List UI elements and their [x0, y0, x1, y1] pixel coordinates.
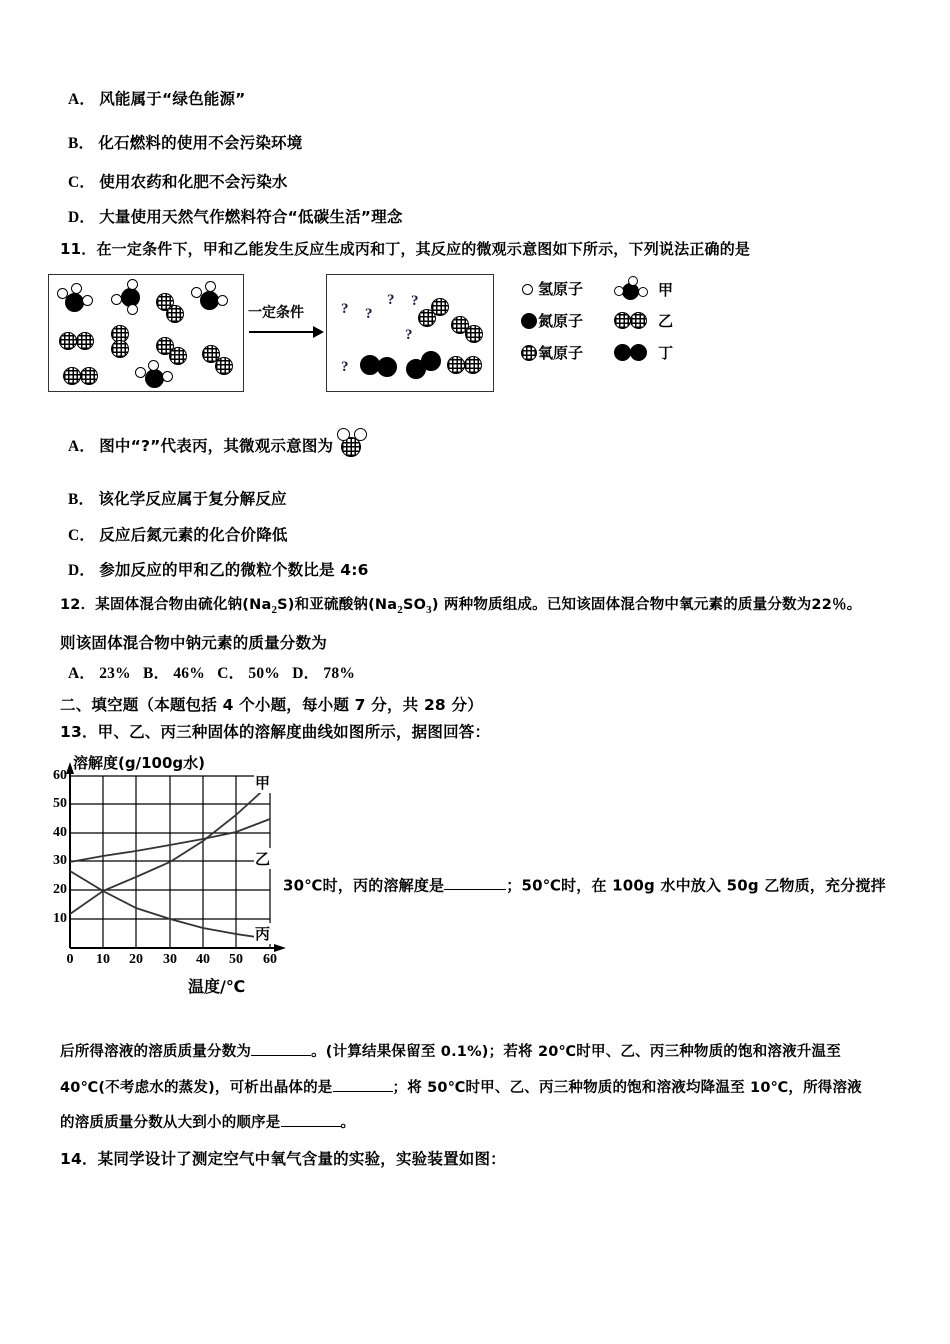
hydrogen-atom	[162, 371, 173, 382]
q12-stem-line2-text: 则该固体混合物中钠元素的质量分数为	[60, 634, 327, 652]
chart-xtick-0: 0	[66, 952, 74, 967]
nitrogen-atom	[614, 344, 631, 361]
q13-para-line1b: 。(计算结果保留至 0.1%)；若将 20℃时甲、乙、丙三种物质的饱和溶液升温至	[311, 1043, 841, 1060]
nitrogen-atom	[145, 369, 164, 388]
q13-para-line1a: 后所得溶液的溶质质量分数为	[60, 1043, 252, 1060]
q13-para-line3a: 的溶质质量分数从大到小的顺序是	[60, 1114, 281, 1131]
q12-sub-1: 2	[271, 603, 278, 616]
q11-option-a	[68, 437, 333, 457]
chart-ytick-10: 10	[53, 911, 67, 926]
nitrogen-atom	[377, 357, 397, 377]
q13-number: 13．	[60, 723, 98, 741]
q11-stem	[60, 240, 750, 259]
oxygen-atom	[169, 347, 187, 365]
q10-option-b-letter: B	[68, 135, 79, 152]
unknown-particle-qmark: ?	[387, 292, 395, 308]
reaction-arrow-group	[246, 302, 328, 352]
nitrogen-atom	[630, 344, 647, 361]
q13-para-line1	[60, 1041, 841, 1061]
chart-xtick-10: 10	[96, 952, 110, 967]
q10-option-c-letter: C	[68, 174, 80, 191]
unknown-particle-qmark: ?	[411, 293, 419, 309]
q12-options-row	[68, 664, 355, 684]
chart-plot-area	[53, 768, 277, 967]
unknown-particle-qmark: ?	[405, 327, 413, 343]
oxygen-atom	[447, 356, 465, 374]
q13-para-line3	[60, 1112, 355, 1132]
oxygen-atom	[614, 312, 631, 329]
oxygen-atom	[215, 357, 233, 375]
hydrogen-atom	[205, 281, 216, 292]
chart-xtick-40: 40	[196, 952, 210, 967]
q12-option-c-sep: ．	[228, 664, 245, 682]
hydrogen-atom	[614, 286, 624, 296]
hydrogen-atom	[127, 279, 138, 290]
q10-option-a-text: 风能属于“绿色能源”	[99, 90, 246, 108]
chart-ytick-40: 40	[53, 825, 67, 840]
q11-option-c-sep: ．	[79, 526, 96, 544]
q13-side-text-b: ；50℃时，在 100g 水中放入 50g 乙物质，充分搅拌	[506, 876, 886, 895]
q11-stem-text: 在一定条件下，甲和乙能发生反应生成丙和丁，其反应的微观示意图如下所示，下列说法正确的是	[96, 240, 751, 258]
q10-option-a-letter: A	[68, 91, 80, 108]
unknown-particle-qmark: ?	[341, 359, 349, 375]
chart-svg	[56, 766, 286, 962]
chart-x-axis-label: 温度/℃	[188, 977, 246, 996]
hydrogen-atom	[191, 287, 202, 298]
reactants-box	[48, 274, 244, 392]
oxygen-atom	[464, 356, 482, 374]
hydrogen-atom	[135, 367, 146, 378]
q14-stem	[60, 1150, 506, 1170]
section-2-heading	[60, 696, 483, 716]
hydrogen-atom	[127, 304, 138, 315]
q12-option-d-sep: ．	[303, 664, 320, 682]
q11-option-c-letter: C	[68, 527, 80, 544]
section-2-heading-text: 二、填空题（本题包括 4 个小题，每小题 7 分，共 28 分）	[60, 696, 483, 714]
chart-xtick-50: 50	[229, 952, 243, 967]
oxygen-atom	[76, 332, 94, 350]
legend-label-ding: 丁	[658, 344, 674, 362]
q12-option-d-text: 78%	[323, 665, 356, 682]
reaction-condition-label: 一定条件	[248, 305, 304, 321]
chart-ytick-30: 30	[53, 853, 67, 868]
oxygen-atom	[59, 332, 77, 350]
q12-option-c-text: 50%	[248, 665, 280, 682]
answer-blank-1[interactable]	[444, 875, 506, 890]
arrow-head	[313, 326, 324, 338]
q13-stem	[60, 723, 490, 743]
q12-option-a-sep: ．	[79, 664, 96, 682]
q10-option-c	[68, 173, 288, 193]
unknown-particle-qmark: ?	[365, 306, 373, 322]
curve-label-yi: 乙	[255, 850, 271, 868]
hydrogen-atom	[628, 276, 638, 286]
solubility-curve-chart	[48, 752, 313, 1002]
oxygen-atom	[111, 340, 129, 358]
water-molecule-icon	[333, 428, 371, 458]
oxygen-atom	[418, 309, 436, 327]
chart-ytick-60: 60	[53, 768, 67, 783]
answer-blank-2[interactable]	[251, 1041, 311, 1056]
hydrogen-atom	[82, 295, 93, 306]
q12-number: 12．	[60, 597, 96, 613]
legend-label-oxygen: 氧原子	[538, 344, 584, 362]
q10-option-d-sep: ．	[79, 208, 96, 226]
q10-option-d-text: 大量使用天然气作燃料符合“低碳生活”理念	[99, 208, 403, 226]
hydrogen-atom	[71, 283, 82, 294]
q11-option-b-text: 该化学反应属于复分解反应	[98, 490, 287, 508]
unknown-particle-qmark: ?	[341, 301, 349, 317]
q12-sub-2: 2	[397, 603, 403, 616]
chart-xtick-30: 30	[163, 952, 177, 967]
q10-option-b-sep: ．	[78, 134, 95, 152]
q11-option-a-text: 图中“?”代表丙，其微观示意图为	[99, 437, 334, 455]
q11-number: 11．	[60, 240, 97, 258]
q10-option-b-text: 化石燃料的使用不会污染环境	[98, 134, 303, 152]
oxygen-atom	[63, 367, 81, 385]
hydrogen-atom	[638, 287, 648, 297]
q14-number: 14．	[60, 1150, 98, 1168]
q12-stem-line1	[60, 597, 861, 617]
answer-blank-3[interactable]	[333, 1077, 393, 1092]
hydrogen-atom	[57, 288, 68, 299]
q13-para-line2b: ；将 50℃时甲、乙、丙三种物质的饱和溶液均降温至 10℃，所得溶液	[392, 1079, 862, 1096]
products-box	[326, 274, 494, 392]
q12-text-c: SO	[402, 597, 427, 613]
oxygen-atom	[80, 367, 98, 385]
oxygen-atom	[166, 305, 184, 323]
legend-label-nitrogen: 氮原子	[538, 312, 584, 330]
q10-option-b	[68, 134, 302, 154]
q12-option-d-letter: D	[292, 665, 304, 682]
q14-stem-text: 某同学设计了测定空气中氧气含量的实验，实验装置如图：	[97, 1150, 506, 1168]
reaction-legend	[522, 278, 702, 390]
oxygen-atom	[465, 325, 483, 343]
q12-option-a-text: 23%	[99, 665, 131, 682]
q13-para-line3b: 。	[340, 1114, 356, 1131]
q11-option-d-letter: D	[68, 562, 80, 579]
answer-blank-4[interactable]	[281, 1112, 341, 1127]
hydrogen-atom	[111, 294, 122, 305]
q11-option-d-text: 参加反应的甲和乙的微粒个数比是 4:6	[99, 561, 369, 579]
q10-option-d	[68, 208, 403, 228]
chart-ytick-20: 20	[53, 882, 67, 897]
q13-para-line2a: 40℃(不考虑水的蒸发)，可析出晶体的是	[60, 1079, 333, 1096]
q12-text-a: 某固体混合物由硫化钠(Na	[95, 597, 272, 613]
hydrogen-atom-icon	[522, 284, 533, 295]
q10-option-c-text: 使用农药和化肥不会污染水	[99, 173, 288, 191]
q11-option-d-sep: ．	[79, 561, 96, 579]
q12-text-d: ) 两种物质组成。已知该固体混合物中氧元素的质量分数为22％。	[431, 597, 862, 613]
curve-label-bing: 丙	[255, 925, 271, 943]
oxygen-atom	[630, 312, 647, 329]
q12-option-b-sep: ．	[153, 664, 170, 682]
q10-option-d-letter: D	[68, 209, 80, 226]
q12-option-c-letter: C	[217, 665, 229, 682]
curve-label-jia: 甲	[255, 774, 271, 792]
hydrogen-atom	[148, 360, 159, 371]
q10-option-a-sep: ．	[79, 90, 96, 108]
q10-option-c-sep: ．	[79, 173, 96, 191]
nitrogen-atom	[421, 351, 441, 371]
q11-option-d	[68, 561, 369, 581]
nitrogen-atom-icon	[521, 313, 537, 329]
q11-option-a-sep: ．	[79, 437, 96, 455]
q11-option-b	[68, 490, 287, 510]
legend-label-yi: 乙	[658, 312, 674, 330]
q11-option-b-sep: ．	[78, 490, 95, 508]
chart-y-axis-label: 溶解度(g/100g水)	[73, 754, 205, 772]
legend-label-jia: 甲	[658, 281, 674, 299]
q11-option-a-letter: A	[68, 438, 80, 455]
chart-xtick-20: 20	[129, 952, 143, 967]
q13-side-text	[283, 875, 886, 895]
chart-xtick-60: 60	[263, 952, 277, 967]
hydrogen-atom	[354, 428, 367, 441]
q12-sub-3: 3	[426, 603, 432, 616]
q10-option-a	[68, 90, 246, 110]
nitrogen-atom	[65, 293, 84, 312]
hydrogen-atom	[217, 295, 228, 306]
q13-side-text-a: 30℃时，丙的溶解度是	[283, 876, 445, 895]
q12-option-b-letter: B	[143, 665, 154, 682]
chart-x-axis-arrowhead	[274, 944, 286, 952]
q11-option-b-letter: B	[68, 491, 79, 508]
q12-option-b-text: 46%	[173, 665, 205, 682]
q12-text-b: S)和亚硫酸钠(Na	[277, 597, 398, 613]
chart-ytick-50: 50	[53, 796, 67, 811]
q13-stem-text: 甲、乙、丙三种固体的溶解度曲线如图所示，据图回答：	[97, 723, 491, 741]
oxygen-atom-icon	[521, 345, 537, 361]
q12-option-a-letter: A	[68, 665, 80, 682]
q11-option-c	[68, 526, 288, 546]
q11-option-c-text: 反应后氮元素的化合价降低	[99, 526, 288, 544]
hydrogen-atom	[337, 428, 350, 441]
arrow-line	[249, 331, 315, 333]
q12-stem-line2	[60, 634, 327, 654]
q13-para-line2	[60, 1077, 862, 1097]
legend-label-hydrogen: 氢原子	[538, 280, 584, 298]
